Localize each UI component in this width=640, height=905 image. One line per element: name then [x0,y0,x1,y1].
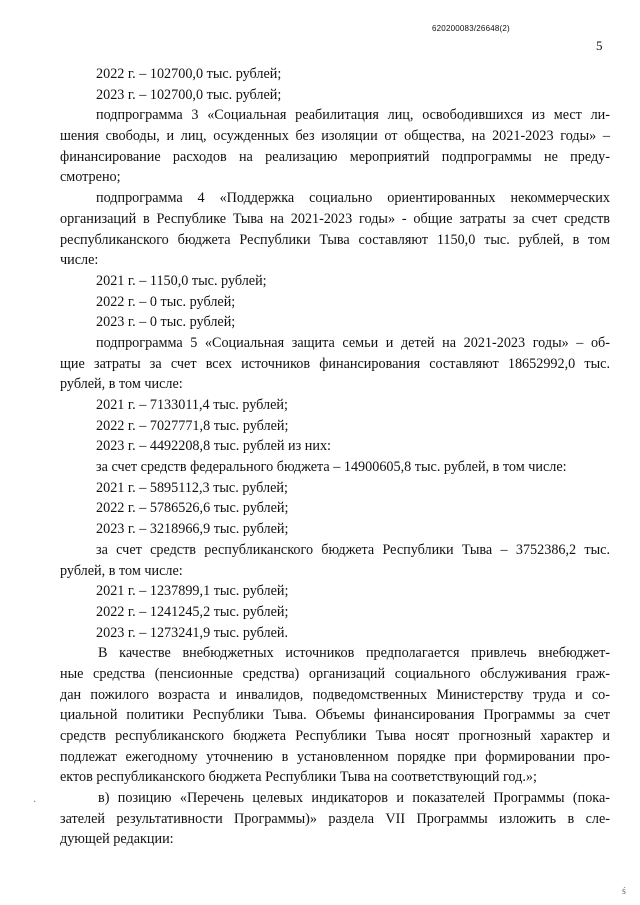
text-line: 2023 г. – 3218966,9 тыс. рублей; [96,521,289,538]
text-line: за счет средств федерального бюджета – 14900605,8 тыс. рублей, в том числе: [96,459,567,476]
text-line: в) позицию «Перечень целевых индикаторов и показателей Программы (пока- [98,790,610,807]
text-line: 2023 г. – 1273241,9 тыс. рублей. [96,624,289,641]
document-code: 620200083/26648(2) [432,24,510,33]
text-line: подпрограмма 3 «Социальная реабилитация лиц, освободившихся из мест ли- [96,107,610,124]
text-line: за счет средств республиканского бюджета Республики Тыва – 3752386,2 тыс. [96,541,610,558]
text-line: 2023 г. – 102700,0 тыс. рублей; [96,86,282,103]
page-number: 5 [596,38,603,53]
text-line: смотрено; [60,169,121,186]
text-line: 2021 г. – 5895112,3 тыс. рублей; [96,479,288,496]
text-line: 2022 г. – 5786526,6 тыс. рублей; [96,500,289,517]
text-line: циальной политики Республики Тыва. Объемы финансирования Программы за счет [60,707,610,724]
text-line: 2021 г. – 1237899,1 тыс. рублей; [96,583,289,600]
scan-speck: · [33,797,37,808]
text-line: числе: [60,252,99,269]
text-line: 2022 г. – 1241245,2 тыс. рублей; [96,603,289,620]
text-line: дан пожилого возраста и инвалидов, подведомственных Министерству труда и со- [60,686,610,703]
text-line: 2023 г. – 4492208,8 тыс. рублей из них: [96,438,331,455]
text-line: рублей, в том числе: [60,376,183,393]
text-line: средств республиканского бюджета Республики Тыва носят прогнозный характер и [60,728,610,744]
text-line: В качестве внебюджетных источников предполагается привлечь внебюджет- [98,645,610,662]
text-line: 2022 г. – 102700,0 тыс. рублей; [96,66,282,82]
text-line: финансирование расходов на реализацию мероприятий подпрограммы не преду- [60,148,610,165]
text-line: ектов республиканского бюджета Республики Тыва на соответствующий год.»; [60,769,537,786]
text-line: дующей редакции: [60,831,174,848]
text-line: 2021 г. – 1150,0 тыс. рублей; [96,272,267,289]
text-line: 2022 г. – 7027771,8 тыс. рублей; [96,417,289,434]
text-line: ные средства (пенсионные средства) организаций социального обслуживания граж- [60,665,610,682]
text-line: подлежат ежегодному уточнению в установленном порядке при формировании про- [60,748,610,765]
text-line: республиканского бюджета Республики Тыва составляют 1150,0 тыс. рублей, в том [60,231,610,248]
text-line: зателей результативности Программы)» раздела VII Программы изложить в сле- [60,810,610,827]
text-line: подпрограмма 4 «Поддержка социально ориентированных некоммерческих [96,190,610,207]
text-line: организаций в Республике Тыва на 2021-2023 годы» - общие затраты за счет средств [60,210,610,227]
text-line: 2022 г. – 0 тыс. рублей; [96,293,236,310]
text-line: подпрограмма 5 «Социальная защита семьи и детей на 2021-2023 годы» – об- [96,334,610,351]
text-line: шения свободы, и лиц, осужденных без изоляции от общества, на 2021-2023 годы» – [60,128,610,145]
scan-speck: ś [622,886,626,897]
text-line: 2023 г. – 0 тыс. рублей; [96,314,236,331]
text-line: щие затраты за счет всех источников финансирования составляют 18652992,0 тыс. [60,355,610,372]
text-line: 2021 г. – 7133011,4 тыс. рублей; [96,397,288,413]
text-line: рублей, в том числе: [60,562,183,579]
document-body [60,64,610,850]
